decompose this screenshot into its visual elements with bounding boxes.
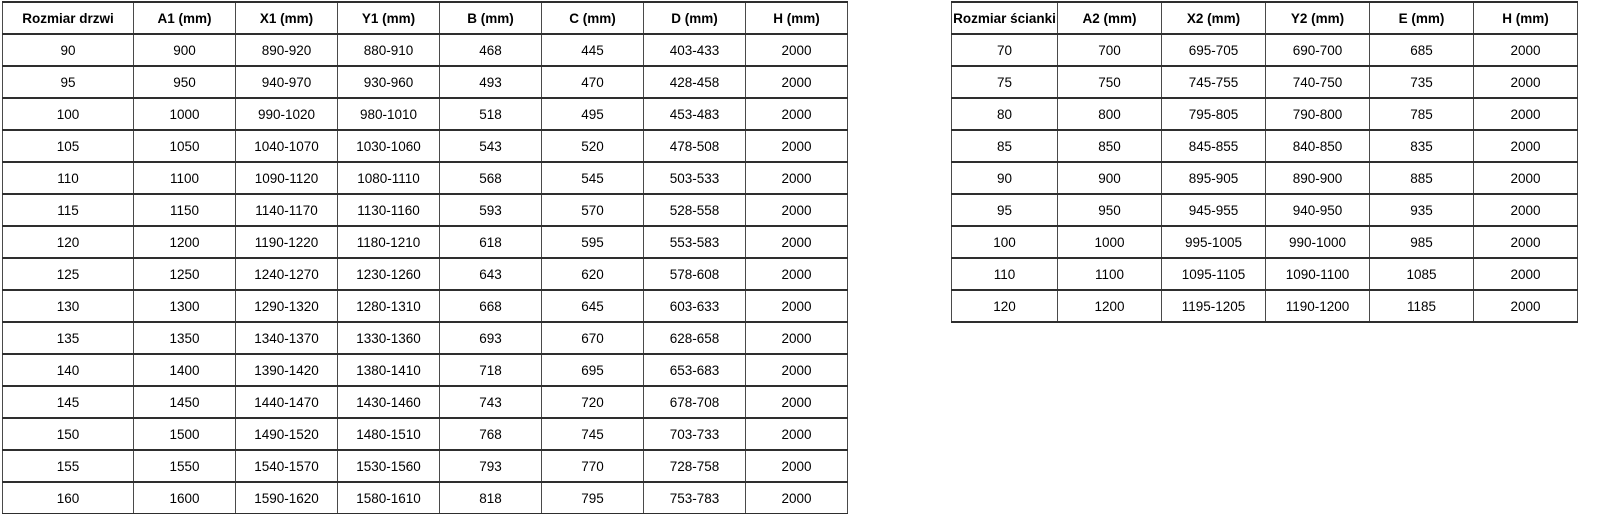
table-cell: 718 [440,354,542,386]
table-cell: 105 [3,130,134,162]
table-cell: 945-955 [1162,194,1266,226]
table-row [3,130,848,162]
table-cell: 145 [3,386,134,418]
header-row [3,2,848,34]
wall-panel-size-table [951,1,1578,323]
table-row [952,162,1578,194]
table-row [952,130,1578,162]
table-cell: 668 [440,290,542,322]
table-row [3,34,848,66]
table-cell: 835 [1370,130,1474,162]
column-header: B (mm) [440,2,542,34]
table-cell: 900 [1058,162,1162,194]
table-cell: 985 [1370,226,1474,258]
table-cell: 1050 [134,130,236,162]
table-cell: 2000 [746,418,848,450]
column-header: X1 (mm) [236,2,338,34]
table-cell: 2000 [746,322,848,354]
table-cell: 2000 [1474,226,1578,258]
table-cell: 120 [3,226,134,258]
table-cell: 603-633 [644,290,746,322]
table-cell: 428-458 [644,66,746,98]
table-cell: 135 [3,322,134,354]
table-cell: 115 [3,194,134,226]
column-header: H (mm) [746,2,848,34]
table-cell: 740-750 [1266,66,1370,98]
table-cell: 940-950 [1266,194,1370,226]
table-cell: 990-1000 [1266,226,1370,258]
table-cell: 620 [542,258,644,290]
table-cell: 2000 [746,194,848,226]
table-cell: 1340-1370 [236,322,338,354]
table-cell: 95 [3,66,134,98]
table-cell: 793 [440,450,542,482]
table-row [3,482,848,514]
table-row [952,66,1578,98]
table-cell: 645 [542,290,644,322]
table-cell: 900 [134,34,236,66]
table-cell: 703-733 [644,418,746,450]
table-cell: 130 [3,290,134,322]
column-header: A1 (mm) [134,2,236,34]
column-header: D (mm) [644,2,746,34]
table-cell: 570 [542,194,644,226]
table-cell: 1530-1560 [338,450,440,482]
table-cell: 110 [3,162,134,194]
table-cell: 720 [542,386,644,418]
table-row [3,66,848,98]
table-cell: 1490-1520 [236,418,338,450]
table-row [3,322,848,354]
table-cell: 795 [542,482,644,514]
table-cell: 840-850 [1266,130,1370,162]
table-cell: 745 [542,418,644,450]
table-cell: 120 [952,290,1058,322]
table-cell: 1140-1170 [236,194,338,226]
table-cell: 1240-1270 [236,258,338,290]
table-cell: 453-483 [644,98,746,130]
table-cell: 445 [542,34,644,66]
table-cell: 695-705 [1162,34,1266,66]
column-header: Rozmiar ścianki [952,2,1058,34]
table-cell: 2000 [746,34,848,66]
table-cell: 403-433 [644,34,746,66]
table-row [3,354,848,386]
table-cell: 1200 [1058,290,1162,322]
table-cell: 990-1020 [236,98,338,130]
table-cell: 850 [1058,130,1162,162]
table-cell: 845-855 [1162,130,1266,162]
table-cell: 628-658 [644,322,746,354]
table-cell: 545 [542,162,644,194]
table-cell: 595 [542,226,644,258]
table-cell: 110 [952,258,1058,290]
table-cell: 653-683 [644,354,746,386]
table-cell: 1390-1420 [236,354,338,386]
table-cell: 1000 [1058,226,1162,258]
table-cell: 693 [440,322,542,354]
table-cell: 743 [440,386,542,418]
table-cell: 478-508 [644,130,746,162]
table-cell: 1195-1205 [1162,290,1266,322]
table-cell: 1250 [134,258,236,290]
table-cell: 1100 [134,162,236,194]
table-cell: 728-758 [644,450,746,482]
table-cell: 818 [440,482,542,514]
table-cell: 1095-1105 [1162,258,1266,290]
table-cell: 940-970 [236,66,338,98]
table-cell: 70 [952,34,1058,66]
table-row [3,194,848,226]
table-row [3,450,848,482]
column-header: A2 (mm) [1058,2,1162,34]
table-cell: 2000 [1474,162,1578,194]
table-cell: 503-533 [644,162,746,194]
table-cell: 2000 [746,162,848,194]
table-cell: 568 [440,162,542,194]
table-cell: 785 [1370,98,1474,130]
table-cell: 1180-1210 [338,226,440,258]
table-row [3,290,848,322]
table-row [952,98,1578,130]
table-cell: 1090-1120 [236,162,338,194]
table-cell: 1500 [134,418,236,450]
table-cell: 885 [1370,162,1474,194]
header-row [952,2,1578,34]
table-cell: 2000 [746,66,848,98]
table-row [952,258,1578,290]
table-cell: 890-900 [1266,162,1370,194]
table-cell: 1380-1410 [338,354,440,386]
table-cell: 1600 [134,482,236,514]
column-header: Rozmiar drzwi [3,2,134,34]
table-cell: 90 [952,162,1058,194]
table-cell: 1000 [134,98,236,130]
table-cell: 880-910 [338,34,440,66]
table-cell: 1580-1610 [338,482,440,514]
table-cell: 745-755 [1162,66,1266,98]
table-cell: 750 [1058,66,1162,98]
table-cell: 770 [542,450,644,482]
table-cell: 1190-1220 [236,226,338,258]
table-cell: 493 [440,66,542,98]
table-cell: 1280-1310 [338,290,440,322]
table-cell: 700 [1058,34,1162,66]
table-cell: 1590-1620 [236,482,338,514]
table-row [3,162,848,194]
table-cell: 1040-1070 [236,130,338,162]
table-cell: 2000 [746,482,848,514]
table-cell: 935 [1370,194,1474,226]
table-cell: 1540-1570 [236,450,338,482]
table-cell: 85 [952,130,1058,162]
table-cell: 1300 [134,290,236,322]
table-cell: 1550 [134,450,236,482]
table-cell: 895-905 [1162,162,1266,194]
table-cell: 100 [952,226,1058,258]
table-cell: 528-558 [644,194,746,226]
table-cell: 520 [542,130,644,162]
table-cell: 1090-1100 [1266,258,1370,290]
table-cell: 160 [3,482,134,514]
table-cell: 1080-1110 [338,162,440,194]
table-cell: 578-608 [644,258,746,290]
table-cell: 2000 [1474,66,1578,98]
table-cell: 1185 [1370,290,1474,322]
table-cell: 470 [542,66,644,98]
table-cell: 1440-1470 [236,386,338,418]
table-cell: 1480-1510 [338,418,440,450]
table-cell: 125 [3,258,134,290]
table-cell: 140 [3,354,134,386]
table-cell: 90 [3,34,134,66]
table-cell: 690-700 [1266,34,1370,66]
table-cell: 1430-1460 [338,386,440,418]
table-cell: 95 [952,194,1058,226]
table-cell: 2000 [1474,194,1578,226]
table-row [3,226,848,258]
table-cell: 890-920 [236,34,338,66]
column-header: X2 (mm) [1162,2,1266,34]
table-cell: 2000 [746,450,848,482]
column-header: C (mm) [542,2,644,34]
table-cell: 2000 [1474,130,1578,162]
table-cell: 543 [440,130,542,162]
table-row [952,290,1578,322]
table-cell: 753-783 [644,482,746,514]
table-cell: 618 [440,226,542,258]
table-cell: 150 [3,418,134,450]
table-cell: 2000 [746,130,848,162]
table-cell: 685 [1370,34,1474,66]
table-cell: 643 [440,258,542,290]
table-cell: 950 [134,66,236,98]
table-cell: 800 [1058,98,1162,130]
table-row [952,194,1578,226]
column-header: Y2 (mm) [1266,2,1370,34]
table-cell: 2000 [1474,290,1578,322]
table-cell: 495 [542,98,644,130]
table-cell: 553-583 [644,226,746,258]
table-cell: 1450 [134,386,236,418]
table-row [952,34,1578,66]
table-cell: 1230-1260 [338,258,440,290]
column-header: H (mm) [1474,2,1578,34]
table-cell: 2000 [746,386,848,418]
table-cell: 980-1010 [338,98,440,130]
table-cell: 2000 [746,226,848,258]
table-cell: 80 [952,98,1058,130]
table-row [3,258,848,290]
column-header: Y1 (mm) [338,2,440,34]
table-cell: 678-708 [644,386,746,418]
table-cell: 75 [952,66,1058,98]
table-cell: 790-800 [1266,98,1370,130]
door-size-table [2,1,848,514]
column-header: E (mm) [1370,2,1474,34]
table-cell: 1400 [134,354,236,386]
table-cell: 2000 [746,98,848,130]
table-row [3,98,848,130]
table-row [3,386,848,418]
table-cell: 1085 [1370,258,1474,290]
table-cell: 1330-1360 [338,322,440,354]
table-cell: 795-805 [1162,98,1266,130]
table-cell: 2000 [746,258,848,290]
table-cell: 735 [1370,66,1474,98]
table-cell: 2000 [1474,34,1578,66]
table-cell: 1290-1320 [236,290,338,322]
table-row [3,418,848,450]
table-cell: 155 [3,450,134,482]
table-cell: 1350 [134,322,236,354]
table-cell: 2000 [1474,98,1578,130]
table-cell: 695 [542,354,644,386]
table-cell: 1030-1060 [338,130,440,162]
table-cell: 1190-1200 [1266,290,1370,322]
table-cell: 1130-1160 [338,194,440,226]
table-cell: 2000 [746,354,848,386]
table-cell: 930-960 [338,66,440,98]
table-cell: 768 [440,418,542,450]
table-cell: 593 [440,194,542,226]
table-row [952,226,1578,258]
table-cell: 1200 [134,226,236,258]
table-cell: 2000 [1474,258,1578,290]
table-cell: 995-1005 [1162,226,1266,258]
table-cell: 468 [440,34,542,66]
table-cell: 100 [3,98,134,130]
table-cell: 1150 [134,194,236,226]
table-cell: 1100 [1058,258,1162,290]
table-cell: 518 [440,98,542,130]
table-cell: 670 [542,322,644,354]
table-cell: 2000 [746,290,848,322]
table-cell: 950 [1058,194,1162,226]
